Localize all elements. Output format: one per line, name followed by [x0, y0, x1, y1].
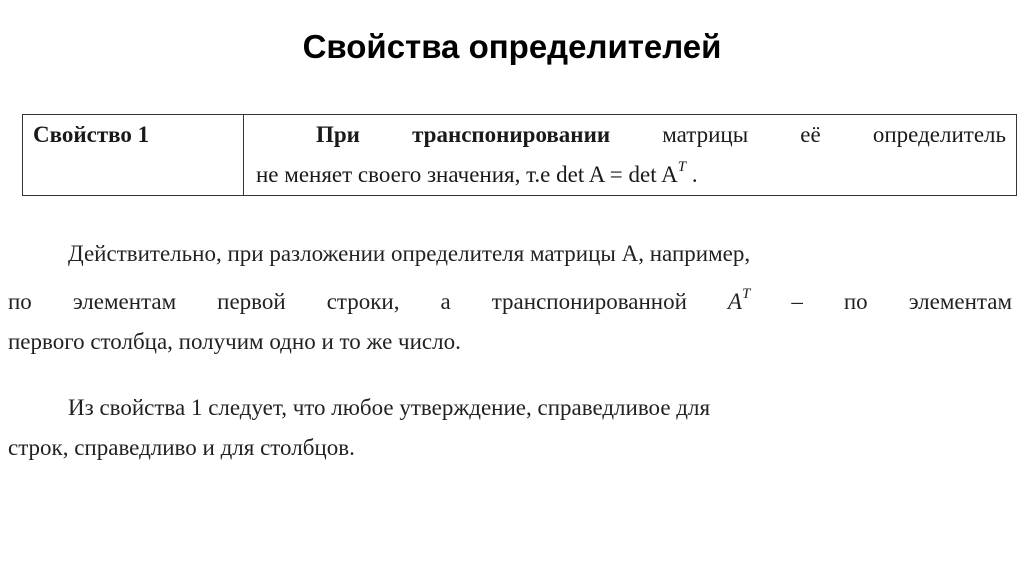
property-label: Свойство 1: [23, 115, 244, 195]
property-statement-line1: [256, 121, 1006, 149]
property-formula-end: .: [686, 162, 698, 187]
paragraph-1-superscript: T: [741, 286, 751, 302]
property-statement-line2: [256, 149, 1006, 193]
paragraph-1-line2-start: по элементам первой строки, а транспонированной: [8, 289, 687, 314]
property-bold-lead: При транспонировании: [316, 122, 611, 147]
paragraph-2: [8, 388, 1012, 468]
property-table: [22, 114, 1017, 196]
paragraph-1-line2-end: – по элементам: [791, 289, 1013, 314]
property-formula-superscript: T: [677, 159, 687, 175]
paragraph-1-line3: первого столбца, получим одно и то же число.: [8, 329, 461, 354]
paragraph-1: [8, 234, 1012, 362]
paragraph-2-line2: строк, справедливо и для столбцов.: [8, 435, 355, 460]
paragraph-1-line1: Действительно, при разложении определителя матрицы A, например,: [68, 241, 751, 266]
paragraph-1-line2: [8, 274, 1012, 322]
paragraph-2-line1: Из свойства 1 следует, что любое утверждение, справедливое для: [68, 395, 711, 420]
slide-title: Свойства определителей: [302, 28, 722, 65]
property-statement: [244, 115, 1016, 195]
property-line1-rest: матрицы её определитель: [610, 122, 1007, 147]
property-formula: det A = det A: [556, 162, 678, 187]
paragraph-1-matrix: A: [727, 289, 742, 314]
property-line2-text: не меняет своего значения, т.е: [256, 162, 557, 187]
